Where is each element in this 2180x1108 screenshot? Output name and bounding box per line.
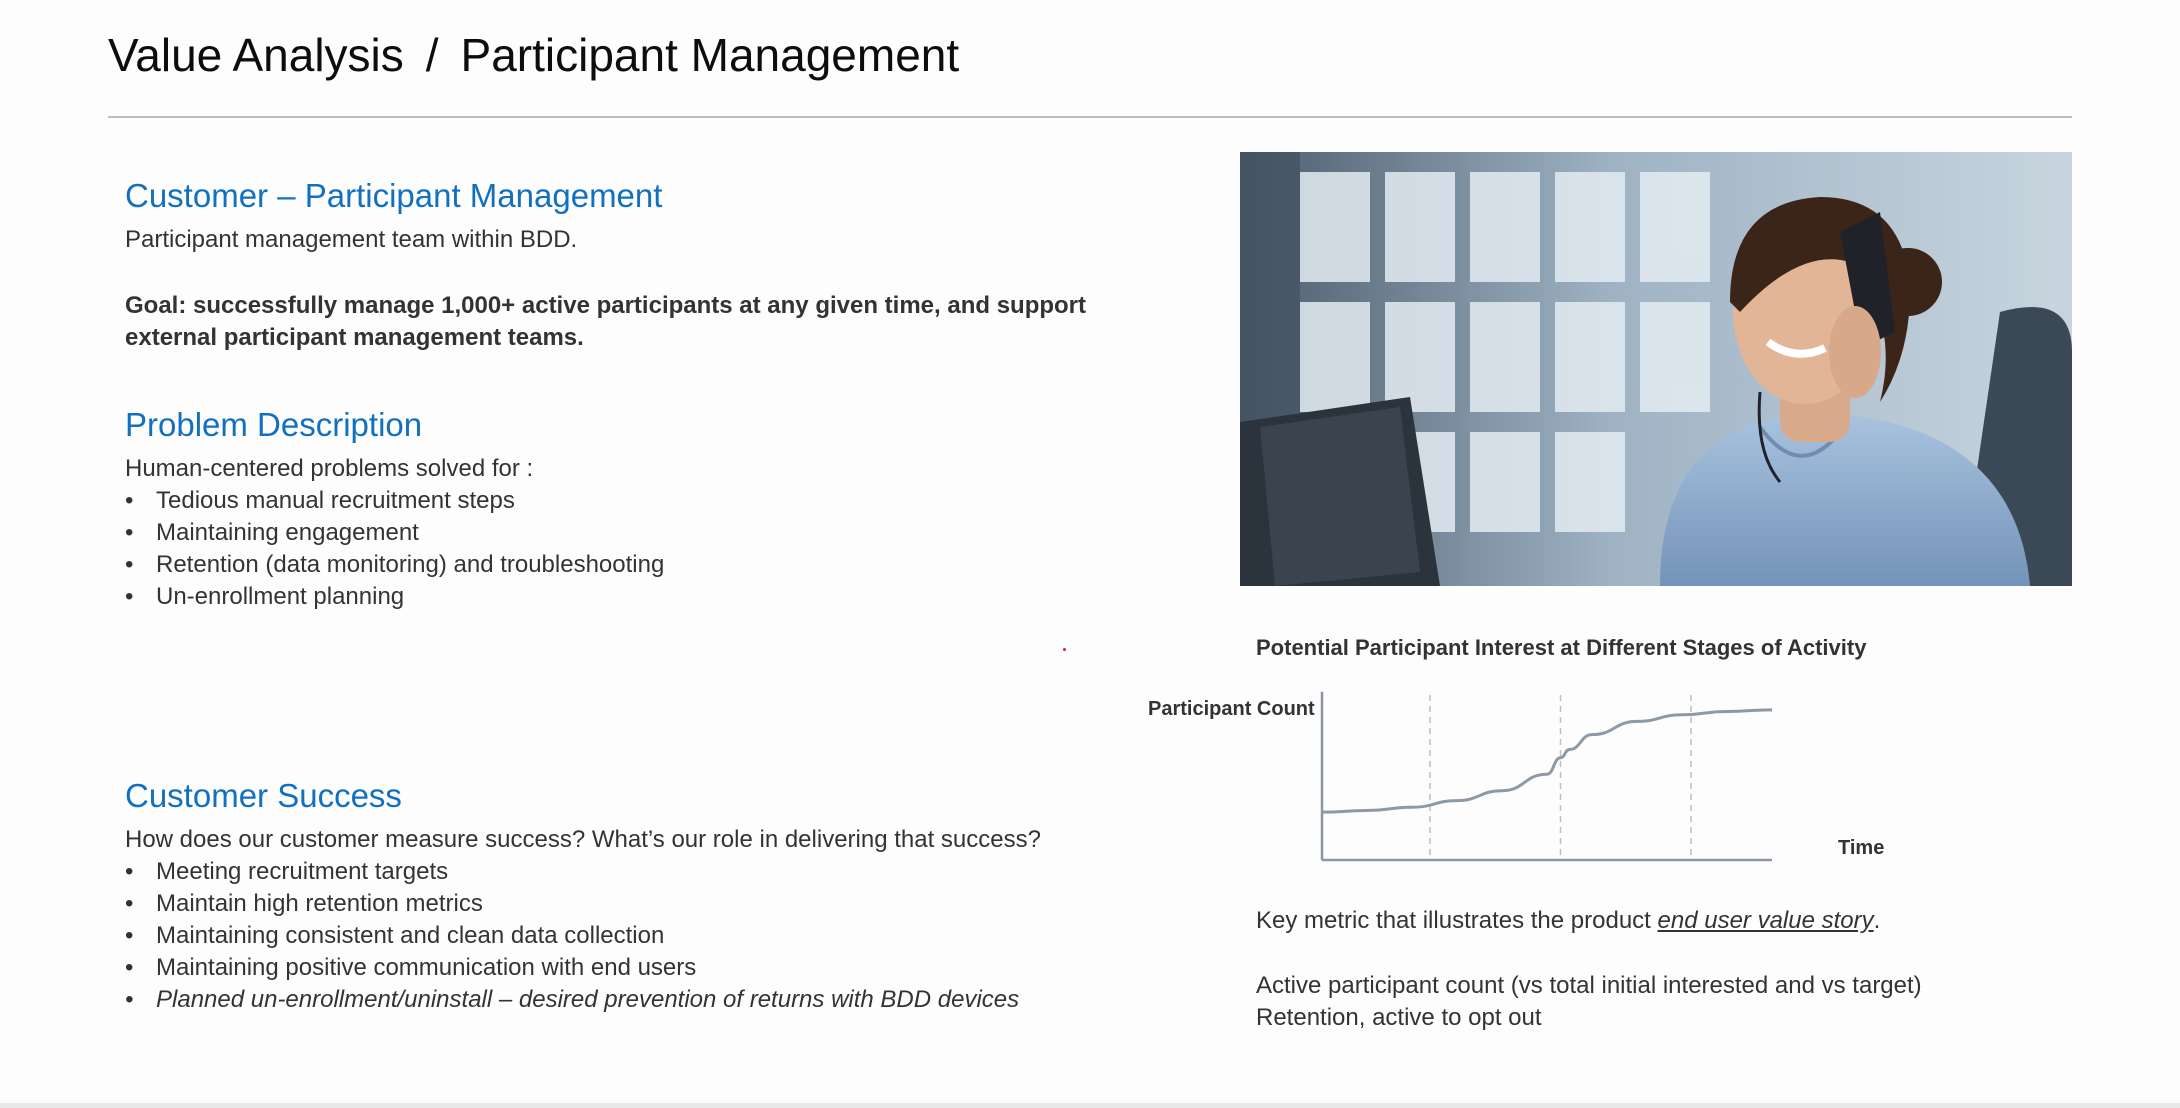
title-separator: / (425, 29, 439, 81)
list-item: • Meeting recruitment targets (125, 856, 1105, 888)
customer-description: Participant management team within BDD. (125, 226, 578, 253)
title-part2: Participant Management (460, 29, 960, 81)
title-divider (108, 116, 2072, 118)
goal-line-1: Goal: successfully manage 1,000+ active participants at any given time, and support (125, 292, 1087, 319)
key-metric-details (1256, 970, 1922, 1034)
stray-dot (1063, 648, 1066, 651)
success-list (125, 856, 1105, 1016)
end-user-value-story-link[interactable]: end user value story (1657, 907, 1874, 934)
person-on-phone-photo (1240, 152, 2072, 586)
bullet: • (125, 954, 134, 981)
bullet: • (125, 551, 134, 578)
key-metric-line (1256, 905, 1880, 937)
list-item: • Maintaining engagement (125, 517, 1105, 549)
customer-goal (125, 290, 1105, 354)
customer-heading: Customer – Participant Management (125, 177, 663, 214)
problem-intro: Human-centered problems solved for : (125, 455, 534, 482)
success-heading: Customer Success (125, 777, 402, 814)
key-metric-detail-2: Retention, active to opt out (1256, 1004, 1542, 1031)
bullet: • (125, 519, 134, 546)
interest-series-line (1322, 710, 1772, 812)
key-metric-detail-1: Active participant count (vs total initial interested and vs target) (1256, 972, 1922, 999)
customer-section (125, 176, 1105, 354)
success-section (125, 776, 1105, 1016)
bullet: • (125, 986, 134, 1013)
problem-list (125, 485, 1105, 613)
bottom-edge (0, 1103, 2180, 1108)
goal-line-2: external participant management teams. (125, 324, 584, 351)
chart-y-axis-label: Participant Count (1148, 698, 1315, 720)
page-title (108, 28, 959, 82)
title-part1: Value Analysis (108, 29, 404, 81)
list-item: • Maintain high retention metrics (125, 888, 1105, 920)
list-item: • Retention (data monitoring) and troubleshooting (125, 549, 1105, 581)
problem-heading: Problem Description (125, 406, 423, 443)
problem-section (125, 405, 1105, 613)
key-metric-prefix: Key metric that illustrates the product (1256, 907, 1658, 934)
chart-title: Potential Participant Interest at Different Stages of Activity (1256, 635, 1867, 660)
success-intro: How does our customer measure success? What’s our role in delivering that success? (125, 826, 1041, 853)
chart-x-axis-label: Time (1838, 837, 1885, 859)
list-item: • Tedious manual recruitment steps (125, 485, 1105, 517)
bullet: • (125, 583, 134, 610)
list-item: • Un-enrollment planning (125, 581, 1105, 613)
bullet: • (125, 922, 134, 949)
list-item: • Planned un-enrollment/uninstall – desired prevention of returns with BDD devices (125, 984, 1105, 1016)
bullet: • (125, 487, 134, 514)
bullet: • (125, 858, 134, 885)
list-item: • Maintaining positive communication with end users (125, 952, 1105, 984)
list-item: • Maintaining consistent and clean data collection (125, 920, 1105, 952)
bullet: • (125, 890, 134, 917)
participant-interest-chart (1300, 690, 1780, 870)
key-metric-suffix: . (1873, 907, 1881, 934)
